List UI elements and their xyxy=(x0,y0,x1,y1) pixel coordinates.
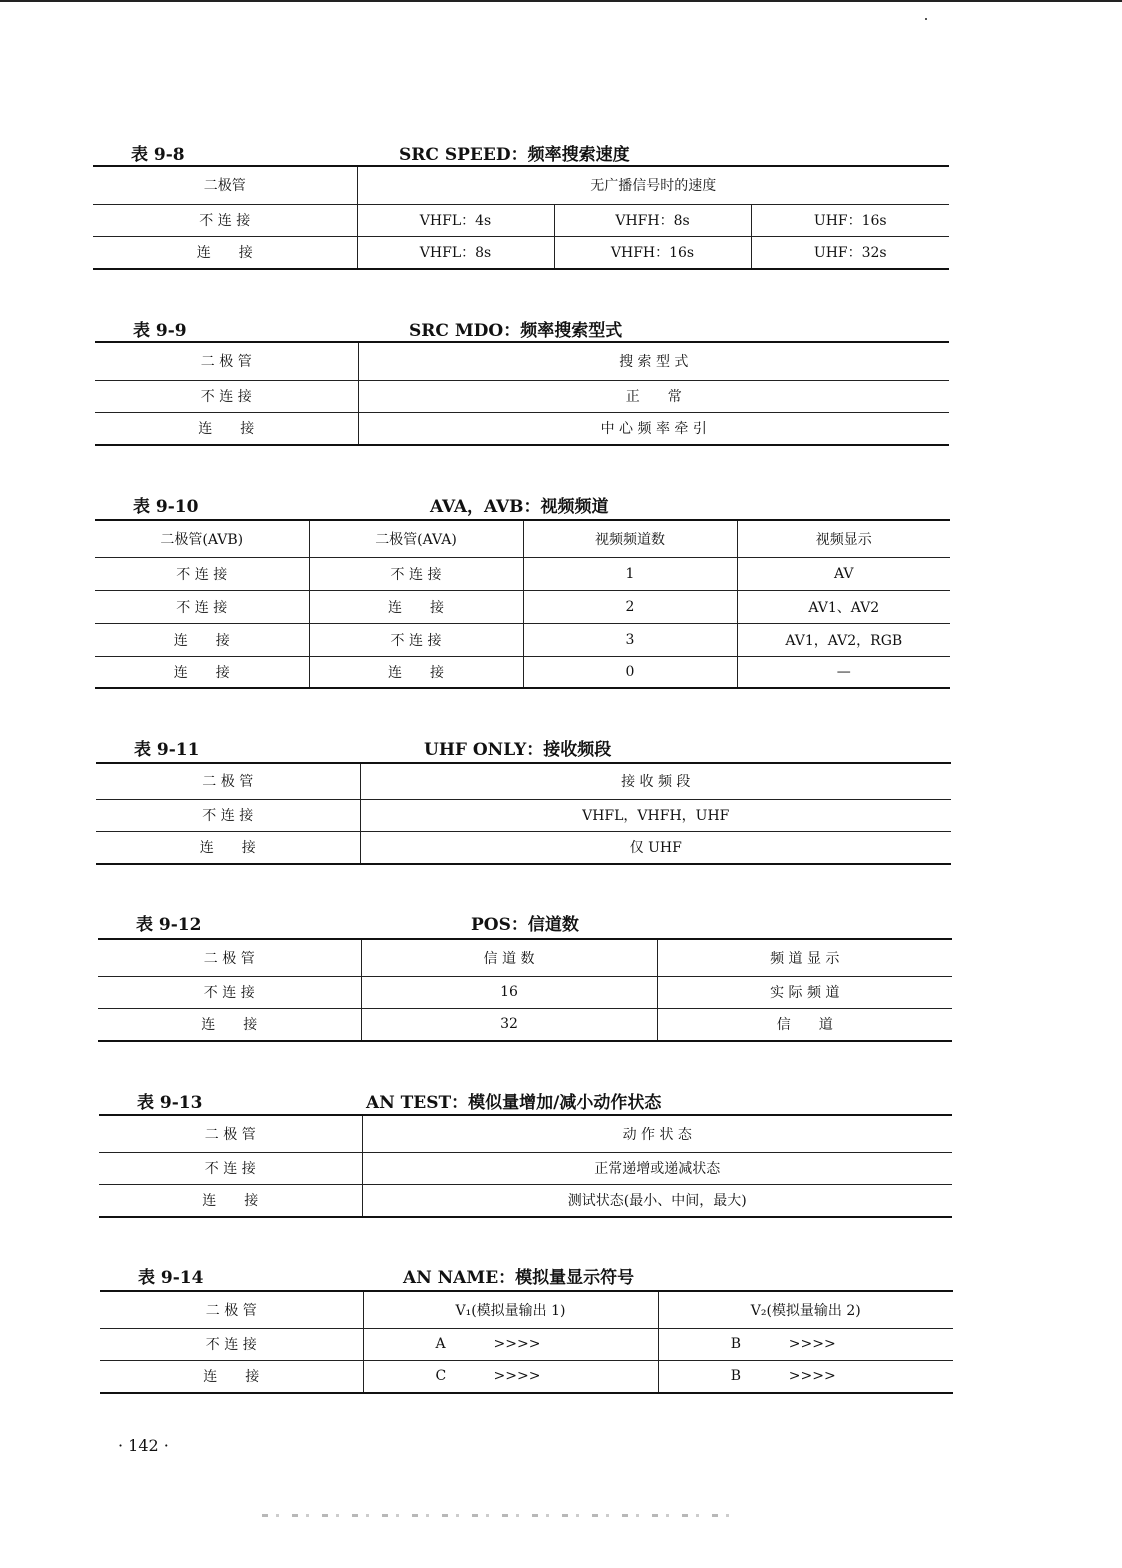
table-cell: 连 接 xyxy=(100,1360,363,1393)
table-cell: 不 连 接 xyxy=(95,380,358,412)
table-cell: VHFH：16s xyxy=(554,236,751,269)
table-cell: 不 连 接 xyxy=(95,557,309,590)
header-cell: 无广播信号时的速度 xyxy=(357,166,949,204)
table-number: 表 9-14 xyxy=(138,1268,204,1288)
table-cell: 不 连 接 xyxy=(96,799,360,831)
table-cell: VHFL：8s xyxy=(357,236,554,269)
table-cell xyxy=(363,1328,658,1360)
table-cell: 正 常 xyxy=(358,380,949,412)
table-cell: 连 接 xyxy=(96,831,360,864)
table-row xyxy=(95,412,949,445)
table-cell: 16 xyxy=(361,976,657,1008)
header-cell: V₁(模拟量输出 1) xyxy=(363,1291,658,1328)
table-title: AN TEST：模似量增加/减小动作状态 xyxy=(366,1093,662,1113)
header-cell: 二极管 xyxy=(203,178,246,195)
table-cell xyxy=(658,1328,953,1360)
table-9-8 xyxy=(93,165,949,270)
table-cell: AV1，AV2，RGB xyxy=(737,623,950,656)
table-9-14 xyxy=(100,1290,953,1394)
table-9-13 xyxy=(99,1114,952,1218)
table-cell: 正常递增或递减状态 xyxy=(362,1152,952,1184)
table-cell xyxy=(658,1360,953,1393)
table-9-11 xyxy=(96,762,951,865)
table-row xyxy=(93,204,949,236)
header-cell: 动 作 状 态 xyxy=(362,1115,952,1152)
header-cell: 二 极 管 xyxy=(205,1302,257,1319)
table-9-12 xyxy=(98,938,952,1042)
table-row xyxy=(96,831,951,864)
table-cell: UHF：16s xyxy=(751,204,949,236)
table-cell: AV1、AV2 xyxy=(737,590,950,623)
table-cell: VHFL：4s xyxy=(357,204,554,236)
header-cell: 二 极 管 xyxy=(203,950,255,967)
arrow-symbol: >>>> xyxy=(493,1368,541,1385)
table-cell: 0 xyxy=(523,656,737,688)
header-cell: V₂(模拟量输出 2) xyxy=(658,1291,953,1328)
scan-speck xyxy=(925,18,927,20)
symbol-letter: C xyxy=(435,1368,447,1385)
arrow-symbol: >>>> xyxy=(788,1336,836,1352)
table-cell: 连 接 xyxy=(95,412,358,445)
table-row xyxy=(95,590,950,623)
table-cell: 不 连 接 xyxy=(95,590,309,623)
table-title: SRC MDO：频率搜索型式 xyxy=(409,321,623,341)
table-cell: 连 接 xyxy=(95,623,309,656)
header-cell: 接 收 频 段 xyxy=(360,763,951,799)
table-9-9 xyxy=(95,341,949,446)
table-9-10 xyxy=(95,519,950,689)
table-cell: VHFH：8s xyxy=(554,204,751,236)
header-cell: 二极管(AVA) xyxy=(309,520,523,557)
header-cell: 二 极 管 xyxy=(202,774,254,791)
arrow-symbol: >>>> xyxy=(493,1336,541,1352)
table-cell: 仅 UHF xyxy=(360,831,951,864)
table-cell: 2 xyxy=(523,590,737,623)
table-title: AN NAME：模拟量显示符号 xyxy=(403,1268,635,1288)
table-cell: 连 接 xyxy=(99,1184,362,1217)
table-cell xyxy=(363,1360,658,1393)
page-number: · 142 · xyxy=(118,1436,169,1455)
table-number: 表 9-9 xyxy=(133,321,187,341)
table-cell: 1 xyxy=(523,557,737,590)
header-cell: 搜 索 型 式 xyxy=(358,342,949,380)
table-caption xyxy=(96,735,951,761)
header-cell: 视频显示 xyxy=(737,520,950,557)
table-cell: 实 际 频 道 xyxy=(657,976,952,1008)
table-cell: 不 连 接 xyxy=(99,1152,362,1184)
header-cell: 二 极 管 xyxy=(200,354,252,371)
table-row xyxy=(100,1360,953,1393)
table-caption xyxy=(99,1088,952,1114)
table-row xyxy=(98,976,952,1008)
table-number: 表 9-12 xyxy=(136,915,202,935)
table-caption xyxy=(95,316,949,342)
table-cell: 不 连 接 xyxy=(98,976,361,1008)
table-cell: 信 道 xyxy=(657,1008,952,1041)
symbol-letter: B xyxy=(730,1368,742,1385)
table-row xyxy=(98,1008,952,1041)
table-cell: 不 连 接 xyxy=(100,1328,363,1360)
table-cell: 3 xyxy=(523,623,737,656)
table-cell: 测试状态(最小、中间，最大) xyxy=(362,1184,952,1217)
arrow-symbol: >>>> xyxy=(788,1368,836,1385)
table-row xyxy=(95,623,950,656)
table-row xyxy=(99,1152,952,1184)
table-cell: UHF：32s xyxy=(751,236,949,269)
table-cell: AV xyxy=(737,557,950,590)
table-title: AVA，AVB：视频频道 xyxy=(430,497,609,517)
table-cell: 连 接 xyxy=(95,656,309,688)
table-cell: 连 接 xyxy=(309,590,523,623)
table-cell: — xyxy=(737,656,950,688)
page-top-rule xyxy=(0,0,1122,2)
table-cell: 中 心 频 率 牵 引 xyxy=(358,412,949,445)
table-cell: 连 接 xyxy=(309,656,523,688)
header-cell: 二 极 管 xyxy=(204,1126,256,1143)
table-cell: 32 xyxy=(361,1008,657,1041)
table-cell: 连 接 xyxy=(93,236,357,269)
table-caption xyxy=(93,140,949,166)
header-cell: 视频频道数 xyxy=(523,520,737,557)
table-number: 表 9-11 xyxy=(134,740,200,760)
header-cell: 信 道 数 xyxy=(361,939,657,976)
table-row xyxy=(95,557,950,590)
table-row xyxy=(95,380,949,412)
table-title: UHF ONLY：接收频段 xyxy=(424,740,612,760)
table-cell: 不 连 接 xyxy=(309,623,523,656)
header-cell: 二极管(AVB) xyxy=(160,531,244,548)
table-number: 表 9-8 xyxy=(131,145,185,165)
table-cell: 连 接 xyxy=(98,1008,361,1041)
table-row xyxy=(96,799,951,831)
table-caption xyxy=(98,910,952,936)
table-title: POS：信道数 xyxy=(471,915,579,935)
table-row xyxy=(95,656,950,688)
table-cell: VHFL，VHFH，UHF xyxy=(360,799,951,831)
table-row xyxy=(99,1184,952,1217)
table-cell: 不 连 接 xyxy=(309,557,523,590)
table-row xyxy=(100,1328,953,1360)
table-number: 表 9-10 xyxy=(133,497,199,517)
table-title: SRC SPEED：频率搜索速度 xyxy=(399,145,630,165)
table-number: 表 9-13 xyxy=(137,1093,203,1113)
table-caption xyxy=(95,492,950,518)
table-cell: 不 连 接 xyxy=(93,204,357,236)
table-row xyxy=(93,236,949,269)
symbol-letter: A xyxy=(435,1336,446,1352)
symbol-letter: B xyxy=(730,1336,742,1352)
table-caption xyxy=(100,1263,953,1289)
scan-noise xyxy=(262,1514,742,1517)
header-cell: 频 道 显 示 xyxy=(657,939,952,976)
